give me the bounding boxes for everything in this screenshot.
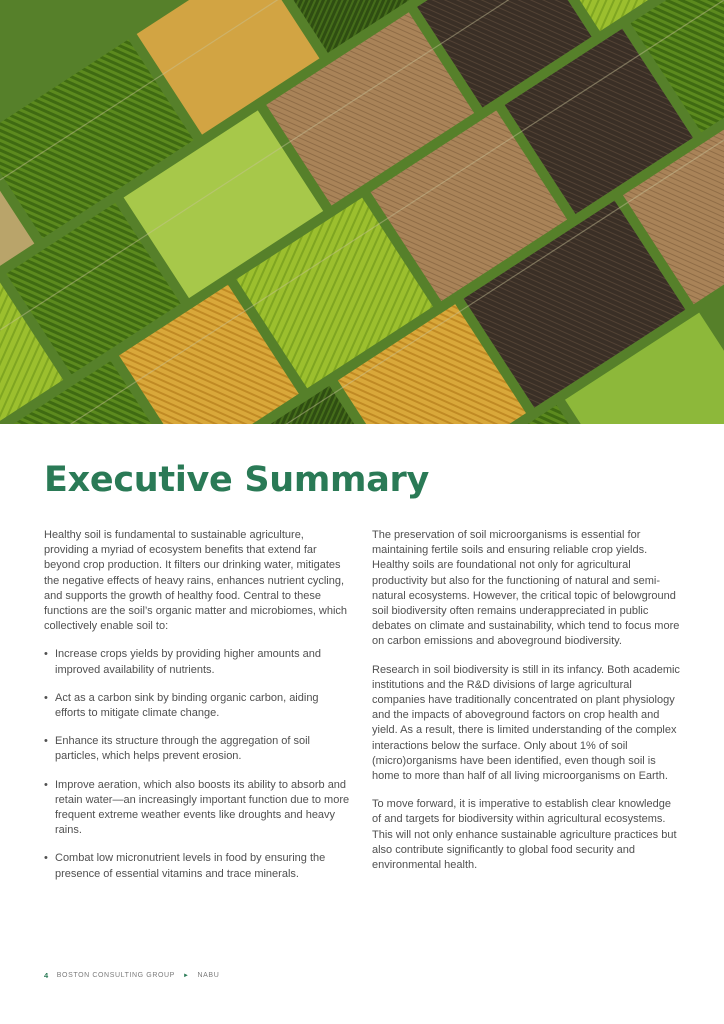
bullet-icon: • bbox=[44, 735, 48, 748]
bullet-icon: • bbox=[44, 778, 48, 791]
paragraph: To move forward, it is imperative to establish clear knowledge of and targets for biodiversity within agricultural ecosystems. This will not only enhance sustainable agriculture practices but also contribute significantly to global food security and environmental health. bbox=[372, 798, 677, 872]
right-column bbox=[372, 528, 680, 886]
left-column bbox=[44, 528, 350, 895]
aerial-fields-illustration bbox=[0, 0, 724, 424]
list-item: • Improve aeration, which also boosts its ability to absorb and retain water—an increasingly important function due to more frequent extreme weather events like droughts and heavy rains. bbox=[44, 778, 350, 837]
paragraph: The preservation of soil microorganisms is essential for maintaining fertile soils and ensuring reliable crop yields. Healthy soils are foundational not only for agricultural productivity but also for the functioning of natural and semi-natural ecosystems. However, the critical topic of belowground soil biodiversity often remains underappreciated in public debates on climate and sustainability, which tend to focus more on carbon emissions and aboveground biodiversity. bbox=[372, 529, 680, 648]
benefits-list bbox=[44, 647, 350, 881]
partner-name: NABU bbox=[197, 972, 220, 979]
list-item: • Increase crops yields by providing higher amounts and improved availability of nutrients. bbox=[44, 648, 321, 676]
list-item: • Enhance its structure through the aggregation of soil particles, which helps prevent erosion. bbox=[44, 735, 310, 763]
separator-arrow-icon: ► bbox=[182, 972, 190, 979]
list-item: • Act as a carbon sink by binding organic carbon, aiding efforts to mitigate climate change. bbox=[44, 691, 319, 720]
bullet-icon: • bbox=[44, 852, 48, 865]
publisher-name: BOSTON CONSULTING GROUP bbox=[56, 972, 175, 979]
bullet-icon: • bbox=[44, 648, 48, 661]
bullet-icon: • bbox=[44, 691, 48, 704]
list-item: • Combat low micronutrient levels in food by ensuring the presence of essential vitamins and trace minerals. bbox=[44, 852, 326, 880]
intro-paragraph: Healthy soil is fundamental to sustainable agriculture, providing a myriad of ecosystem benefits that extend far beyond crop production. It filters our drinking water, mitigates the negative effects of heavy rains, enhances nutrient cycling, and supports the growth of healthy food. Central to these functions are the soil’s organic matter and microbiomes, which collectively enable soil to: bbox=[44, 529, 348, 633]
page-footer bbox=[44, 971, 219, 980]
hero-image bbox=[0, 0, 724, 424]
page-number: 4 bbox=[44, 971, 49, 980]
page-title: Executive Summary bbox=[44, 460, 430, 500]
paragraph: Research in soil biodiversity is still in its infancy. Both academic institutions and the R&D divisions of large agricultural companies have traditionally concentrated on plant physiology and the impacts of aboveground factors on crop health and yield. As a result, there is limited understanding of the complex interactions below the surface. Only about 1% of soil (micro)organisms have been identified, even though soil is home to more than half of all living microorganisms on Earth. bbox=[372, 663, 680, 783]
